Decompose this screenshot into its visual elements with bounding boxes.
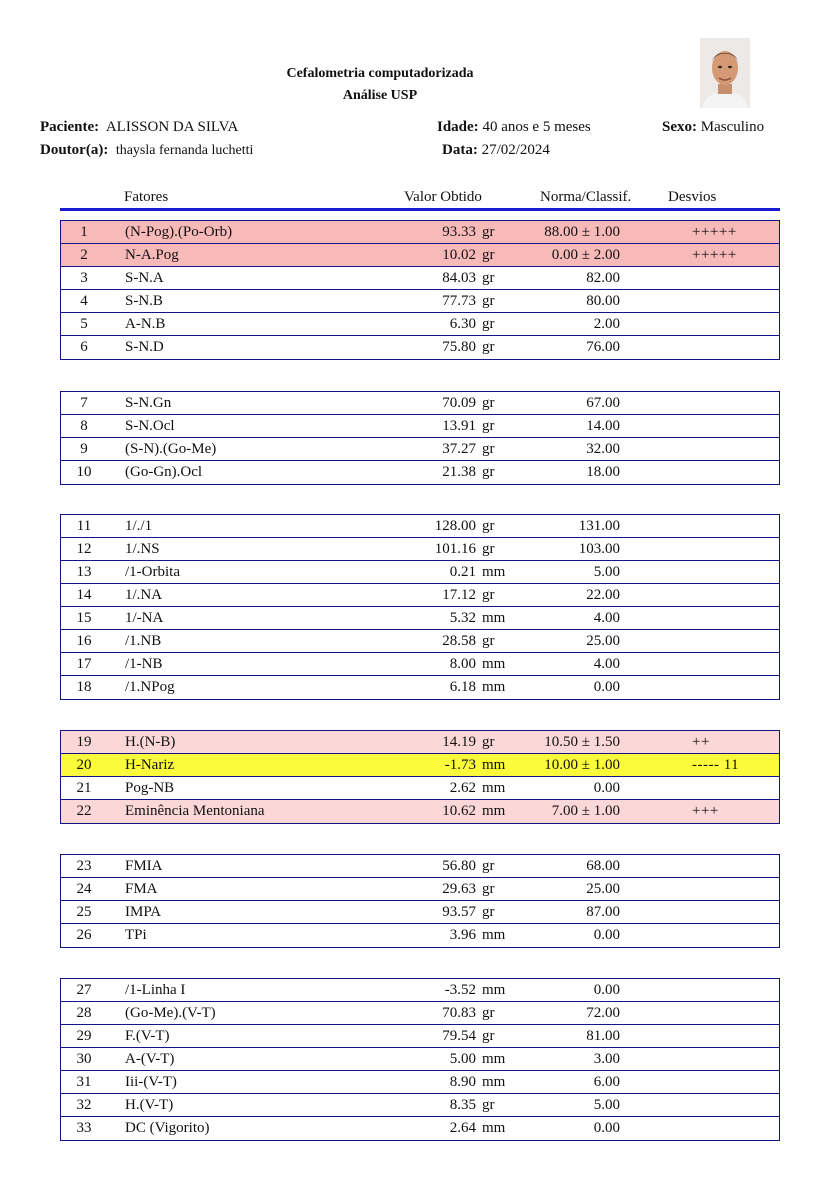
value-unit: gr: [482, 1097, 495, 1113]
factor-name: FMIA: [125, 858, 163, 874]
obtained-value: 0.21: [449, 564, 476, 580]
obtained-value: 2.64: [449, 1120, 476, 1136]
value-unit: gr: [482, 518, 495, 534]
row-number: 19: [76, 734, 92, 750]
factor-name: S-N.B: [125, 293, 163, 309]
row-number: 25: [76, 904, 92, 920]
obtained-value: 10.02: [442, 247, 476, 263]
norm-value: 0.00: [593, 927, 620, 943]
obtained-value: 93.33: [442, 224, 476, 240]
obtained-value: 70.83: [442, 1005, 476, 1021]
obtained-value: 13.91: [442, 418, 476, 434]
table-row: [61, 1002, 779, 1025]
row-number: 12: [76, 541, 92, 557]
table-row: [61, 924, 779, 947]
row-number: 11: [76, 518, 92, 534]
obtained-value: 75.80: [442, 339, 476, 355]
value-unit: mm: [482, 757, 506, 773]
obtained-value: -3.52: [444, 982, 476, 998]
obtained-value: 77.73: [442, 293, 476, 309]
norm-value: 14.00: [586, 418, 620, 434]
factor-name: A-(V-T): [125, 1051, 175, 1067]
row-number: 15: [76, 610, 92, 626]
obtained-value: 3.96: [449, 927, 476, 943]
factor-name: /1-Linha I: [125, 982, 186, 998]
doctor-name: thaysla fernanda luchetti: [115, 143, 254, 158]
norm-value: 103.00: [578, 541, 620, 557]
value-unit: mm: [482, 1074, 506, 1090]
value-unit: mm: [482, 679, 506, 695]
obtained-value: 29.63: [442, 881, 476, 897]
factor-name: N-A.Pog: [125, 247, 179, 263]
row-number: 9: [80, 441, 88, 457]
factor-name: A-N.B: [125, 316, 166, 332]
row-number: 4: [80, 293, 88, 309]
value-unit: mm: [482, 656, 506, 672]
norm-value: 4.00: [593, 656, 620, 672]
deviation-marks: +++++: [692, 247, 737, 263]
row-number: 22: [76, 803, 92, 819]
patient-portrait-icon: [700, 38, 750, 108]
factor-name: /1-Orbita: [125, 564, 180, 580]
value-unit: mm: [482, 780, 506, 796]
table-row: [61, 800, 779, 823]
obtained-value: 93.57: [442, 904, 476, 920]
table-row: [61, 855, 779, 878]
row-number: 18: [76, 679, 92, 695]
table-row: [61, 607, 779, 630]
measurement-group: [60, 514, 780, 700]
value-unit: mm: [482, 1120, 506, 1136]
row-number: 30: [76, 1051, 92, 1067]
patient-name: ALISSON DA SILVA: [105, 119, 239, 135]
norm-value: 0.00: [593, 780, 620, 796]
row-number: 1: [80, 224, 88, 240]
patient-age-line: [437, 119, 591, 136]
measurement-group: [60, 978, 780, 1141]
obtained-value: -1.73: [444, 757, 476, 773]
factor-name: S-N.Gn: [125, 395, 172, 411]
row-number: 6: [80, 339, 88, 355]
table-row: [61, 538, 779, 561]
obtained-value: 6.18: [449, 679, 476, 695]
table-row: [61, 392, 779, 415]
column-header-norm: Norma/Classif.: [540, 189, 632, 205]
factor-name: TPi: [125, 927, 147, 943]
row-number: 24: [76, 881, 92, 897]
value-unit: gr: [482, 1028, 495, 1044]
value-unit: gr: [482, 316, 495, 332]
row-number: 10: [76, 464, 92, 480]
patient-age-label: Idade:: [437, 119, 479, 135]
norm-value: 82.00: [586, 270, 620, 286]
factor-name: (Go-Gn).Ocl: [125, 464, 203, 480]
deviation-marks: +++: [692, 803, 719, 819]
norm-value: 10.00 ± 1.00: [544, 757, 620, 773]
patient-sex: Masculino: [700, 119, 765, 135]
value-unit: gr: [482, 464, 495, 480]
value-unit: gr: [482, 395, 495, 411]
norm-value: 131.00: [578, 518, 620, 534]
value-unit: gr: [482, 247, 495, 263]
table-row: [61, 653, 779, 676]
table-row: [61, 731, 779, 754]
exam-date: 27/02/2024: [481, 142, 550, 158]
row-number: 3: [80, 270, 88, 286]
value-unit: gr: [482, 224, 495, 240]
patient-name-line: [40, 119, 238, 136]
report-title: Cefalometria computadorizada: [286, 66, 474, 81]
table-row: [61, 777, 779, 800]
row-number: 5: [80, 316, 88, 332]
value-unit: mm: [482, 982, 506, 998]
norm-value: 18.00: [586, 464, 620, 480]
value-unit: gr: [482, 339, 495, 355]
factor-name: /1-NB: [125, 656, 163, 672]
obtained-value: 37.27: [442, 441, 476, 457]
value-unit: gr: [482, 418, 495, 434]
row-number: 26: [76, 927, 92, 943]
obtained-value: 56.80: [442, 858, 476, 874]
row-number: 14: [76, 587, 92, 603]
obtained-value: 14.19: [442, 734, 476, 750]
table-row: [61, 1117, 779, 1140]
table-row: [61, 979, 779, 1002]
patient-age: 40 anos e 5 meses: [482, 119, 591, 135]
value-unit: gr: [482, 734, 495, 750]
table-row: [61, 878, 779, 901]
norm-value: 6.00: [593, 1074, 620, 1090]
column-header-factors: Fatores: [124, 189, 169, 205]
obtained-value: 8.00: [449, 656, 476, 672]
date-line: [442, 142, 550, 159]
patient-name-label: Paciente:: [40, 119, 100, 135]
obtained-value: 6.30: [449, 316, 476, 332]
measurement-group: [60, 391, 780, 485]
factor-name: /1.NPog: [125, 679, 175, 695]
factor-name: H.(V-T): [125, 1097, 174, 1113]
table-row: [61, 515, 779, 538]
obtained-value: 79.54: [442, 1028, 476, 1044]
obtained-value: 8.90: [449, 1074, 476, 1090]
table-row: [61, 336, 779, 359]
row-number: 33: [76, 1120, 92, 1136]
value-unit: mm: [482, 564, 506, 580]
deviation-marks: ++: [692, 734, 710, 750]
row-number: 13: [76, 564, 92, 580]
table-row: [61, 290, 779, 313]
factor-name: 1/-NA: [125, 610, 164, 626]
row-number: 20: [76, 757, 92, 773]
factor-name: DC (Vigorito): [125, 1120, 210, 1136]
factor-name: 1/./1: [125, 518, 153, 534]
norm-value: 68.00: [586, 858, 620, 874]
value-unit: gr: [482, 587, 495, 603]
norm-value: 3.00: [593, 1051, 620, 1067]
norm-value: 67.00: [586, 395, 620, 411]
obtained-value: 17.12: [442, 587, 476, 603]
deviation-marks: +++++: [692, 224, 737, 240]
value-unit: gr: [482, 858, 495, 874]
table-row: [61, 584, 779, 607]
norm-value: 0.00 ± 2.00: [551, 247, 620, 263]
norm-value: 4.00: [593, 610, 620, 626]
table-row: [61, 313, 779, 336]
factor-name: (N-Pog).(Po-Orb): [125, 224, 233, 240]
date-label: Data:: [442, 142, 478, 158]
table-row: [61, 1094, 779, 1117]
value-unit: gr: [482, 1005, 495, 1021]
value-unit: mm: [482, 803, 506, 819]
table-row: [61, 561, 779, 584]
row-number: 23: [76, 858, 92, 874]
factor-name: S-N.A: [125, 270, 164, 286]
row-number: 27: [76, 982, 92, 998]
row-number: 31: [76, 1074, 92, 1090]
table-row: [61, 1025, 779, 1048]
norm-value: 7.00 ± 1.00: [551, 803, 620, 819]
table-row: [61, 676, 779, 699]
factor-name: FMA: [125, 881, 158, 897]
row-number: 8: [80, 418, 88, 434]
row-number: 16: [76, 633, 92, 649]
row-number: 29: [76, 1028, 92, 1044]
patient-photo: [700, 38, 750, 108]
norm-value: 0.00: [593, 982, 620, 998]
row-number: 7: [80, 395, 88, 411]
value-unit: gr: [482, 541, 495, 557]
factor-name: H.(N-B): [125, 734, 176, 750]
norm-value: 32.00: [586, 441, 620, 457]
factor-name: Iii-(V-T): [125, 1074, 177, 1090]
row-number: 17: [76, 656, 92, 672]
table-row: [61, 461, 779, 484]
value-unit: gr: [482, 270, 495, 286]
norm-value: 81.00: [586, 1028, 620, 1044]
obtained-value: 70.09: [442, 395, 476, 411]
norm-value: 25.00: [586, 881, 620, 897]
obtained-value: 84.03: [442, 270, 476, 286]
value-unit: mm: [482, 1051, 506, 1067]
measurement-group: [60, 854, 780, 948]
table-row: [61, 244, 779, 267]
norm-value: 72.00: [586, 1005, 620, 1021]
factor-name: Pog-NB: [125, 780, 175, 796]
value-unit: gr: [482, 293, 495, 309]
table-row: [61, 901, 779, 924]
value-unit: gr: [482, 904, 495, 920]
value-unit: mm: [482, 610, 506, 626]
factor-name: S-N.Ocl: [125, 418, 175, 434]
header-rule: [60, 208, 780, 211]
factor-name: (Go-Me).(V-T): [125, 1005, 216, 1021]
factor-name: 1/.NS: [125, 541, 160, 557]
norm-value: 5.00: [593, 1097, 620, 1113]
obtained-value: 10.62: [442, 803, 476, 819]
factor-name: H-Nariz: [125, 757, 175, 773]
table-row: [61, 221, 779, 244]
norm-value: 22.00: [586, 587, 620, 603]
norm-value: 25.00: [586, 633, 620, 649]
row-number: 32: [76, 1097, 92, 1113]
obtained-value: 2.62: [449, 780, 476, 796]
deviation-marks: ----- 11: [692, 757, 740, 773]
doctor-line: [40, 142, 253, 159]
factor-name: F.(V-T): [125, 1028, 170, 1044]
norm-value: 87.00: [586, 904, 620, 920]
obtained-value: 101.16: [434, 541, 476, 557]
factor-name: (S-N).(Go-Me): [125, 441, 217, 457]
table-row: [61, 1048, 779, 1071]
value-unit: gr: [482, 881, 495, 897]
table-row: [61, 438, 779, 461]
measurement-group: [60, 730, 780, 824]
doctor-label: Doutor(a):: [40, 142, 109, 158]
value-unit: mm: [482, 927, 506, 943]
factor-name: /1.NB: [125, 633, 162, 649]
norm-value: 2.00: [593, 316, 620, 332]
table-row: [61, 267, 779, 290]
row-number: 28: [76, 1005, 92, 1021]
row-number: 2: [80, 247, 88, 263]
factor-name: Eminência Mentoniana: [125, 803, 265, 819]
obtained-value: 5.32: [449, 610, 476, 626]
table-row: [61, 1071, 779, 1094]
norm-value: 88.00 ± 1.00: [544, 224, 620, 240]
norm-value: 76.00: [586, 339, 620, 355]
measurement-group: [60, 220, 780, 360]
column-header-value: Valor Obtido: [404, 189, 482, 205]
norm-value: 0.00: [593, 679, 620, 695]
patient-sex-label: Sexo:: [662, 119, 697, 135]
table-row: [61, 754, 779, 777]
obtained-value: 28.58: [442, 633, 476, 649]
patient-sex-line: [662, 119, 764, 136]
row-number: 21: [76, 780, 92, 796]
factor-name: S-N.D: [125, 339, 164, 355]
value-unit: gr: [482, 633, 495, 649]
report-subtitle: Análise USP: [342, 88, 418, 103]
norm-value: 80.00: [586, 293, 620, 309]
table-row: [61, 415, 779, 438]
obtained-value: 8.35: [449, 1097, 476, 1113]
value-unit: gr: [482, 441, 495, 457]
table-row: [61, 630, 779, 653]
factor-name: 1/.NA: [125, 587, 163, 603]
obtained-value: 21.38: [442, 464, 476, 480]
obtained-value: 128.00: [434, 518, 476, 534]
column-header-deviation: Desvios: [668, 189, 717, 205]
norm-value: 10.50 ± 1.50: [544, 734, 620, 750]
norm-value: 0.00: [593, 1120, 620, 1136]
norm-value: 5.00: [593, 564, 620, 580]
factor-name: IMPA: [125, 904, 162, 920]
obtained-value: 5.00: [449, 1051, 476, 1067]
